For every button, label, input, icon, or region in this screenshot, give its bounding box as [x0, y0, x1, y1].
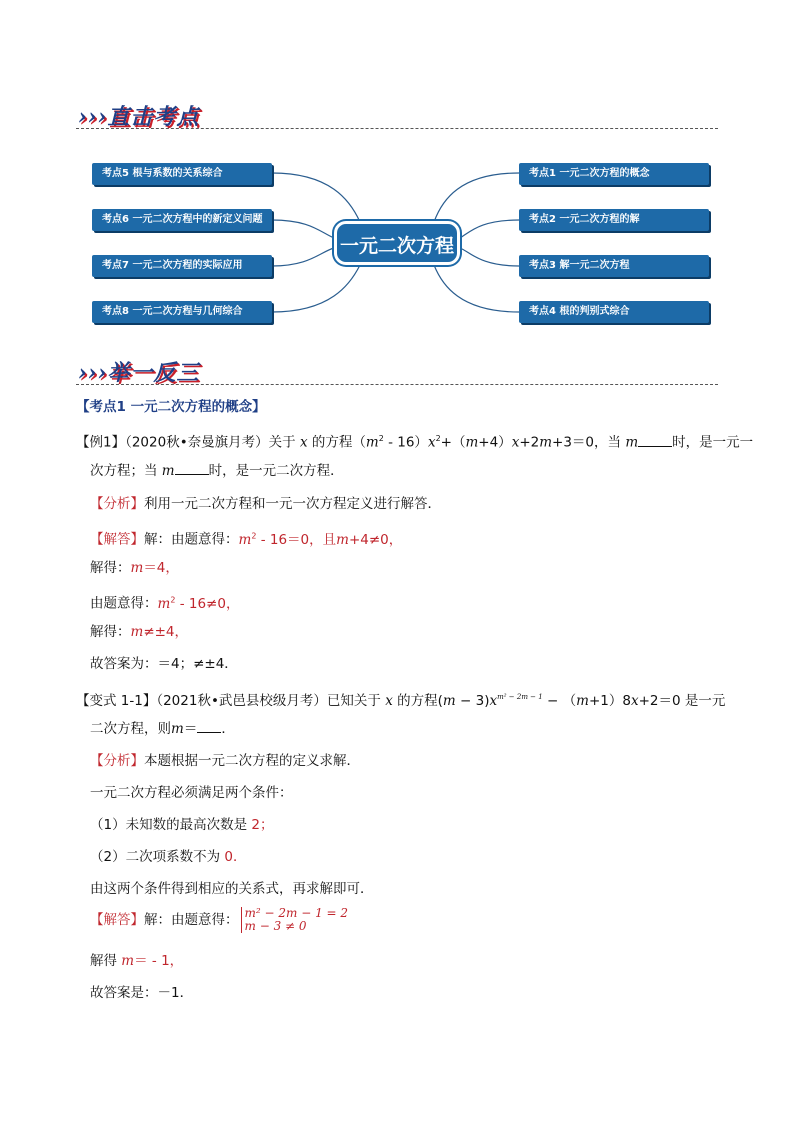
example1-final: 故答案为：＝4；≠±4．: [90, 656, 238, 672]
equation-system: m² − 2m − 1 = 2 m − 3 ≠ 0: [241, 907, 349, 933]
example1-cond: 由题意得：$m^2 - 16\ne 0$，: [90, 595, 240, 612]
mindmap-node-kaodian4: 考点4 根的判别式综合: [519, 301, 709, 323]
answer-blank: [197, 720, 221, 733]
mindmap-node-kaodian3: 考点3 解一元二次方程: [519, 255, 709, 277]
variant1-line2: 二次方程，则m＝ ．: [90, 721, 235, 737]
mindmap-node-kaodian7: 考点7 一元二次方程的实际应用: [92, 255, 272, 277]
mindmap-node-kaodian8: 考点8 一元二次方程与几何综合: [92, 301, 272, 323]
section-title-1: ›››直击考点: [78, 104, 200, 130]
divider: [76, 384, 718, 385]
variant1-p3: （2）二次项系数不为 0．: [90, 849, 247, 865]
example1-line2: 次方程；当 m 时，是一元二次方程．: [90, 463, 344, 479]
variant1-p4: 由这两个条件得到相应的关系式，再求解即可．: [90, 881, 374, 897]
variant1-p1: 一元二次方程必须满足两个条件：: [90, 785, 293, 801]
variant1-answer: 【解答】解：由题意得： m² − 2m − 1 = 2 m − 3 ≠ 0: [90, 906, 349, 933]
variant1-line1: 【变式 1-1】（2021秋•武邑县校级月考）已知关于 x 的方程$(m - 3)x^{m^2 - 2m - 1} - (m+1)8x+2=0$ 是一元: [76, 693, 726, 709]
variant1-p2: （1）未知数的最高次数是 2；: [90, 817, 274, 833]
example1-analysis: 【分析】利用一元二次方程和一元一次方程定义进行解答．: [90, 496, 441, 512]
mindmap-node-kaodian2: 考点2 一元二次方程的解: [519, 209, 709, 231]
example1-answer: 【解答】解：由题意得：$m^2 - 16=0$，且m+4≠0，: [90, 531, 403, 548]
answer-blank: [638, 434, 672, 447]
answer-blank: [175, 462, 209, 475]
variant1-analysis: 【分析】本题根据一元二次方程的定义求解．: [90, 753, 360, 769]
mindmap-node-kaodian5: 考点5 根与系数的关系综合: [92, 163, 272, 185]
arrow-icon: ›››: [78, 360, 108, 386]
mindmap-node-kaodian6: 考点6 一元二次方程中的新定义问题: [92, 209, 272, 231]
example1-line1: 【例1】（2020秋•奈曼旗月考）关于 x 的方程$(m^2 - 16)x^2+(m+4)x+2m+3=0$，当 m 时，是一元一: [76, 434, 754, 451]
example1-solve1: 解得：m＝4，: [90, 560, 179, 576]
mindmap-node-kaodian1: 考点1 一元二次方程的概念: [519, 163, 709, 185]
mindmap-center: 一元二次方程: [334, 221, 460, 265]
kaodian-heading: 【考点1 一元二次方程的概念】: [76, 399, 266, 415]
example1-solve2: 解得：m≠±4，: [90, 624, 189, 640]
variant1-solve: 解得 m＝ - 1，: [90, 953, 184, 969]
arrow-icon: ›››: [78, 104, 108, 130]
section-title-2: ›››举一反三: [78, 360, 200, 386]
variant1-final: 故答案是：－1．: [90, 985, 194, 1001]
